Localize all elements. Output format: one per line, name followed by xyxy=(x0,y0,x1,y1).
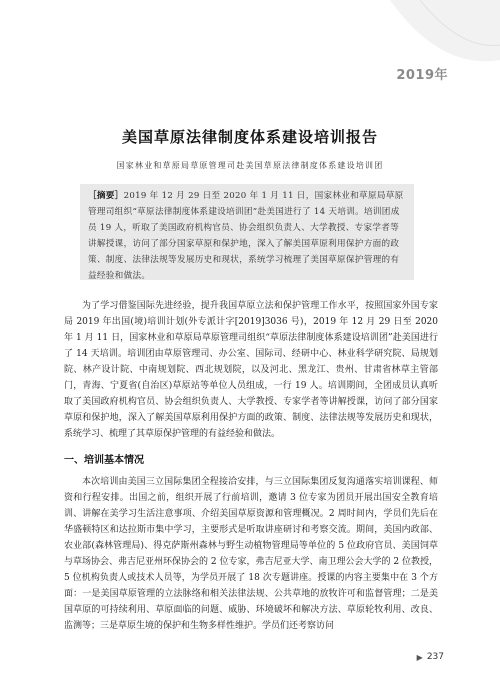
abstract-text: 2019 年 12 月 29 日至 2020 年 1 月 11 日，国家林业和草原局草原管理司组织“草原法律制度体系建设培训团”赴美国进行了 14 天培训。培训团成员 19 人，听取了美国政府机构官员、协会组织负责人、大学教授、专家学者等讲解授课，访问了部分国家草原和保护地，深入了解美国草原利用保护方面的政策、制度、法律法规等发展历史和现状，系统学习梳理了美国草原保护管理的有益经验和做法。 xyxy=(88,191,404,280)
page-number: 237 xyxy=(426,652,444,662)
body-paragraph-intro: 为了学习借鉴国际先进经验，提升我国草原立法和保护管理工作水平，按照国家外国专家局 2019 年出国(境)培训计划(外专派计字[2019]3036 号)，2019 年 12 月 29 日至 2020 年 1 月 11 日，国家林业和草原局草原管理司组织“草原法律制度体系建设培训团”赴美国进行了 14 天培训。培训团由草原管理司、办公室、国际司、经研中心、林业科学研究院、局规划院、林产设计院、中南规划院、西北规划院，以及河北、黑龙江、贵州、甘肃省林草主管部门，青海、宁夏省(自治区)草原站等单位人员组成，一行 19 人。培训期间，全团成员认真听取了美国政府机构官员、协会组织负责人、大学教授、专家学者等讲解授课，访问了部分国家草原和保护地，深入了解美国草原利用保护方面的政策、制度、法律法规等发展历史和现状，系统学习、梳理了其草原保护管理的有益经验和做法。 xyxy=(64,301,438,439)
triangle-right-icon: ▶ xyxy=(416,652,423,662)
section-heading: 一、培训基本情况 xyxy=(64,455,144,466)
article-author: 国家林业和草原局草原管理司赴美国草原法律制度体系建设培训团 xyxy=(116,161,384,170)
article-title: 美国草原法律制度体系建设培训报告 xyxy=(121,128,378,146)
body-paragraph-training: 本次培训由美国三立国际集团全程接洽安排，与三立国际集团反复沟通落实培训课程、师资和行程安排。出国之前，组织开展了行前培训，邀请 3 位专家为团员开展出国安全教育培训、讲解在美学习生活注意事项、介绍美国草原资源和管理概况。2 周时间内，学员们先后在华盛顿特区和达拉斯市集中学习，主要形式是听取讲座研讨和考察交流。期间，美国内政部、农业部(森林管理局)、得克萨斯州森林与野生动植物管理局等单位的 5 位政府官员、美国饲草与草场协会、弗吉尼亚州环保协会的 2 位专家，弗吉尼亚大学、南卫理公会大学的 2 位教授，5 位机构负责人或技术人员等，为学员开展了 18 次专题讲座。授课的内容主要集中在 3 个方面：一是美国草原管理的立法脉络和相关法律法规、公共草地的放牧许可和监督管理；二是美国草原的可持续利用、草原面临的问题、威胁、环境破坏和解决方法、草原轮牧利用、改良、监测等；三是草原生境的保护和生物多样性维护。学员们还考察访问 xyxy=(64,477,438,631)
year-badge: 2019年 xyxy=(396,68,448,83)
abstract-box xyxy=(80,184,414,280)
page-footer xyxy=(417,652,444,662)
abstract-label: ［摘要］ xyxy=(88,191,124,201)
